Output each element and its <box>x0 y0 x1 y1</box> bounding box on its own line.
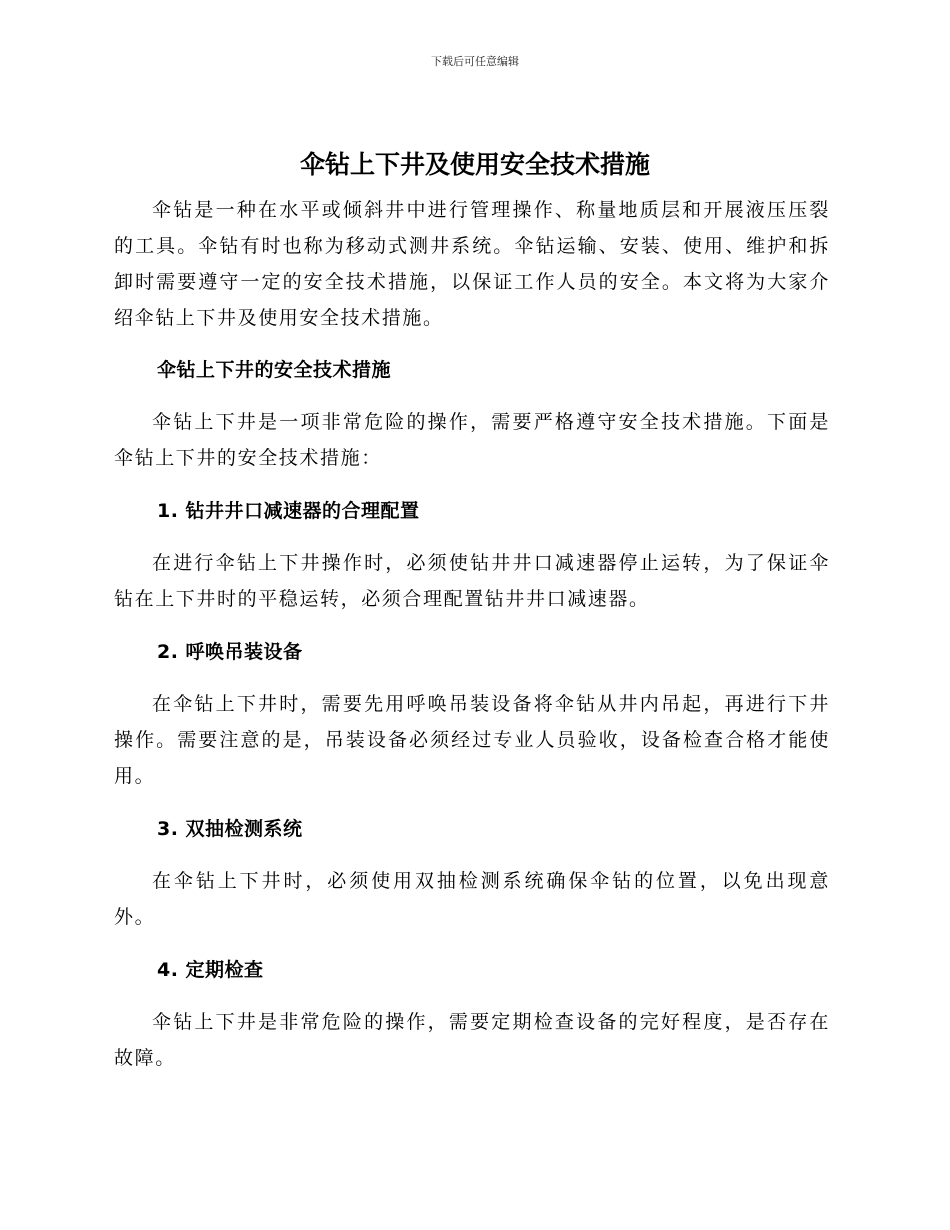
section-heading: 伞钻上下井的安全技术措施 <box>157 359 392 381</box>
item-body-1: 在进行伞钻上下井操作时，必须使钻井井口减速器停止运转，为了保证伞钻在上下井时的平稳运转，必须合理配置钻井井口减速器。 <box>114 552 830 610</box>
item-body-2: 在伞钻上下井时，需要先用呼唤吊装设备将伞钻从井内吊起，再进行下井操作。需要注意的是，吊装设备必须经过专业人员验收，设备检查合格才能使用。 <box>114 693 830 787</box>
intro-paragraph: 伞钻是一种在水平或倾斜井中进行管理操作、称量地质层和开展液压压裂的工具。伞钻有时也称为移动式测井系统。伞钻运输、安装、使用、维护和拆卸时需要遵守一定的安全技术措施，以保证工作人员的安全。本文将为大家介绍伞钻上下井及使用安全技术措施。 <box>114 199 830 329</box>
item-body-3: 在伞钻上下井时，必须使用双抽检测系统确保伞钻的位置，以免出现意外。 <box>114 870 830 928</box>
document-title: 伞钻上下井及使用安全技术措施 <box>299 150 650 179</box>
item-heading-1: 1. 钻井井口减速器的合理配置 <box>157 500 420 522</box>
item-heading-4: 4. 定期检查 <box>157 959 264 981</box>
header-note: 下载后可任意编辑 <box>431 55 519 68</box>
item-heading-3: 3. 双抽检测系统 <box>157 818 303 840</box>
item-body-4: 伞钻上下井是非常危险的操作，需要定期检查设备的完好程度，是否存在故障。 <box>114 1011 830 1069</box>
section-intro-paragraph: 伞钻上下井是一项非常危险的操作，需要严格遵守安全技术措施。下面是伞钻上下井的安全技术措施： <box>114 411 830 469</box>
document-body <box>114 192 830 1076</box>
item-heading-2: 2. 呼唤吊装设备 <box>157 641 303 663</box>
